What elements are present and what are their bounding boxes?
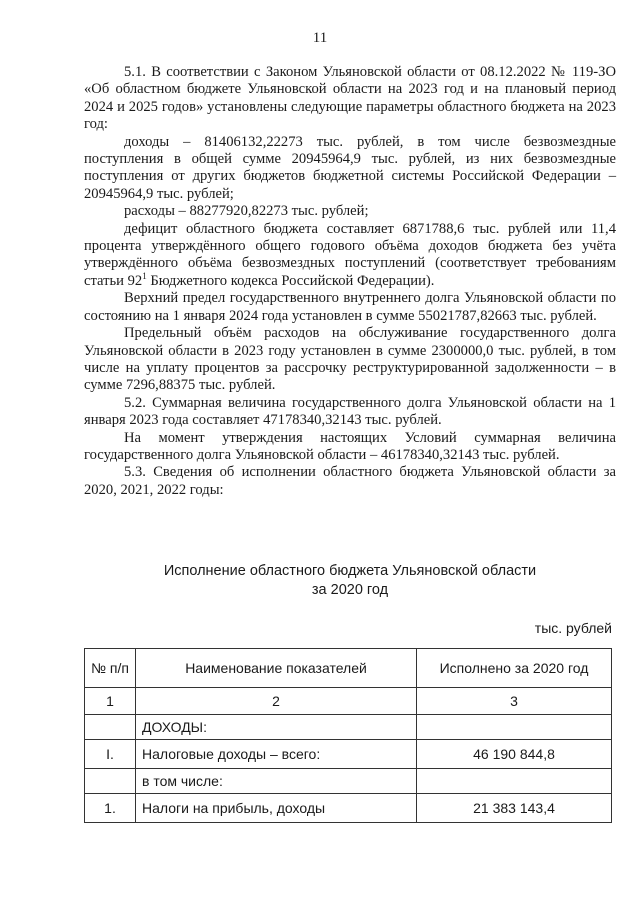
paragraph-revenues: доходы – 81406132,22273 тыс. рублей, в том числе безвозмездные поступления в общей сумме 20945964,9 тыс. рублей, из них безвозмездные поступления от других бюджетов бюджетной системы Российской Федерации – 20945964,9 тыс. рублей; xyxy=(84,133,616,202)
paragraph-debt-limit: Верхний предел государственного внутреннего долга Ульяновской области по состоянию на 1 января 2024 года установлен в сумме 55021787,82663 тыс. рублей. xyxy=(84,290,616,324)
paragraph-5-3: 5.3. Сведения об исполнении областного бюджета Ульяновской области за 2020, 2021, 2022 годы: xyxy=(84,464,616,498)
row-value: 46 190 844,8 xyxy=(417,740,612,769)
table-units: тыс. рублей xyxy=(534,620,612,636)
table-row xyxy=(85,715,612,740)
row-value xyxy=(417,769,612,794)
paragraph-deficit xyxy=(84,221,616,291)
deficit-text-after: Бюджетного кодекса Российской Федерации). xyxy=(146,272,435,289)
table-row xyxy=(85,740,612,769)
paragraph-expenses: расходы – 88277920,82273 тыс. рублей; xyxy=(124,203,369,220)
table-row xyxy=(85,769,612,794)
index-cell: 3 xyxy=(417,688,612,715)
paragraph-debt-service: Предельный объём расходов на обслуживание государственного долга Ульяновской области в 2023 году установлен в сумме 2300000,0 тыс. рублей, в том числе на уплату процентов за рассрочку реструктурированной задолженности – в сумме 7296,88375 тыс. рублей. xyxy=(84,325,616,394)
row-number: I. xyxy=(85,740,136,769)
row-value: 21 383 143,4 xyxy=(417,794,612,823)
row-name: Налоги на прибыль, доходы xyxy=(136,794,417,823)
article-superscript: 1 xyxy=(142,271,147,282)
deficit-text-before: дефицит областного бюджета составляет 6871788,6 тыс. рублей или 11,4 процента утверждённого общего годового объёма доходов бюджета без учёта утверждённого объёма безвозмездных поступлений (соответствует требованиям статьи 92 xyxy=(84,220,616,289)
paragraph-5-1: 5.1. В соответствии с Законом Ульяновской области от 08.12.2022 № 119-ЗО «Об областном бюджете Ульяновской области на 2023 год и на плановый период 2024 и 2025 годов» установлены следующие параметры областного бюджета на 2023 год: xyxy=(84,64,616,133)
paragraph-current-debt: На момент утверждения настоящих Условий суммарная величина государственного долга Ульяновской области – 46178340,32143 тыс. рублей. xyxy=(84,429,616,463)
row-name: в том числе: xyxy=(136,769,417,794)
header-number: № п/п xyxy=(85,649,136,688)
row-number: 1. xyxy=(85,794,136,823)
body-text xyxy=(84,64,616,499)
table-title xyxy=(0,562,640,600)
row-value xyxy=(417,715,612,740)
row-number xyxy=(85,715,136,740)
row-name: ДОХОДЫ: xyxy=(136,715,417,740)
index-cell: 2 xyxy=(136,688,417,715)
table-row xyxy=(85,794,612,823)
index-cell: 1 xyxy=(85,688,136,715)
header-indicator-name: Наименование показателей xyxy=(136,649,417,688)
header-executed: Исполнено за 2020 год xyxy=(417,649,612,688)
page-number: 11 xyxy=(312,30,328,46)
table-header-row xyxy=(85,649,612,688)
row-number xyxy=(85,769,136,794)
paragraph-5-2: 5.2. Суммарная величина государственного долга Ульяновской области на 1 января 2023 года составляет 47178340,32143 тыс. рублей. xyxy=(84,394,616,429)
table-title-line2: за 2020 год xyxy=(311,582,389,598)
budget-execution-table xyxy=(84,648,612,823)
table-index-row xyxy=(85,688,612,715)
table-title-line1: Исполнение областного бюджета Ульяновской области xyxy=(163,563,537,579)
row-name: Налоговые доходы – всего: xyxy=(136,740,417,769)
